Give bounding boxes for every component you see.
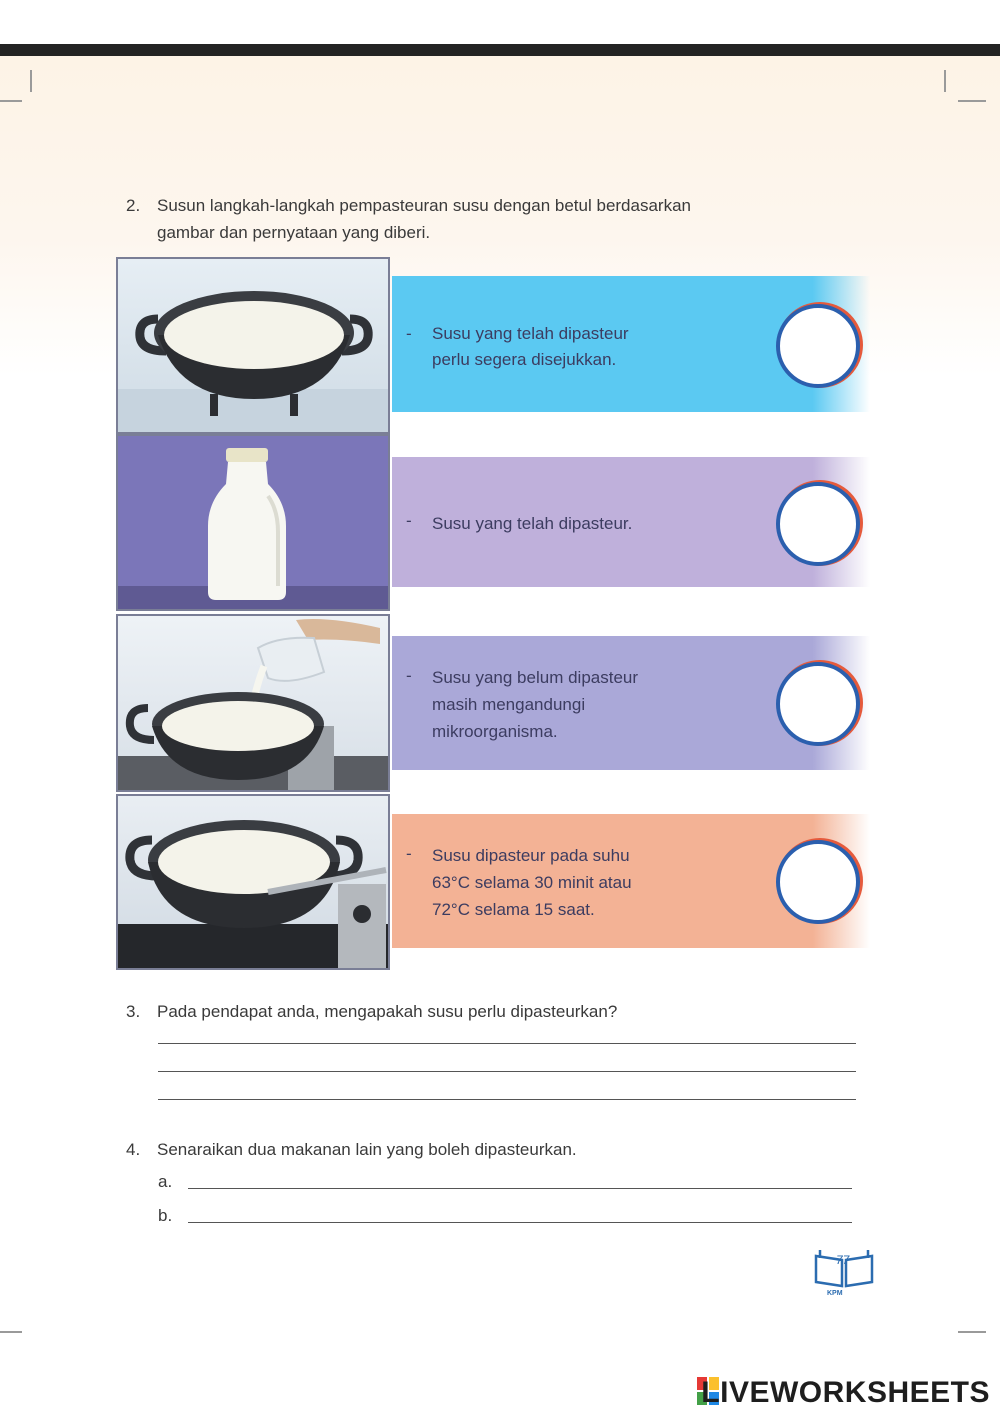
- question-2-text-line2: gambar dan pernyataan yang diberi.: [157, 223, 431, 242]
- crop-mark: [0, 1331, 22, 1333]
- question-4-text: Senaraikan dua makanan lain yang boleh dipasteurkan.: [157, 1140, 577, 1159]
- photo-milk-bottle: [116, 434, 390, 611]
- answer-label-b: b.: [158, 1206, 173, 1225]
- statement-4-line2: 63°C selama 30 minit atau: [432, 873, 632, 892]
- question-2-number: 2.: [126, 196, 141, 215]
- question-3-number: 3.: [126, 1002, 141, 1021]
- statement-4-line3: 72°C selama 15 saat.: [432, 900, 595, 919]
- answer-circle-2[interactable]: [776, 482, 860, 566]
- statement-dash: -: [406, 666, 412, 685]
- crop-mark: [958, 1331, 986, 1333]
- statement-dash: -: [406, 844, 412, 863]
- publisher-mark: KPM: [827, 1290, 843, 1297]
- photo-pot-of-milk: [116, 257, 390, 434]
- photo-stirring-milk: [116, 794, 390, 970]
- statement-3-line3: mikroorganisma.: [432, 722, 558, 741]
- answer-line-q3-2[interactable]: [158, 1071, 856, 1072]
- answer-line-q4-b[interactable]: [188, 1222, 852, 1223]
- answer-line-q3-1[interactable]: [158, 1043, 856, 1044]
- statement-dash: -: [406, 324, 412, 343]
- answer-label-a: a.: [158, 1172, 173, 1191]
- crop-mark: [30, 70, 32, 92]
- top-border-bar: [0, 44, 1000, 56]
- question-4-number: 4.: [126, 1140, 141, 1159]
- brand-name[interactable]: LIVEWORKSHEETS: [701, 1376, 990, 1409]
- statement-1-line1: Susu yang telah dipasteur: [432, 324, 629, 343]
- statement-3-line1: Susu yang belum dipasteur: [432, 668, 639, 687]
- answer-circle-4[interactable]: [776, 840, 860, 924]
- crop-mark: [958, 100, 986, 102]
- statement-3-line2: masih mengandungi: [432, 695, 586, 714]
- photo-pouring-milk: [116, 614, 390, 792]
- answer-circle-1[interactable]: [776, 304, 860, 388]
- question-3-text: Pada pendapat anda, mengapakah susu perlu dipasteurkan?: [157, 1002, 618, 1021]
- crop-mark: [0, 100, 22, 102]
- statement-dash: -: [406, 511, 412, 530]
- statement-4-line1: Susu dipasteur pada suhu: [432, 846, 630, 865]
- crop-mark: [944, 70, 946, 92]
- page-number: 77: [836, 1253, 850, 1267]
- statement-1-line2: perlu segera disejukkan.: [432, 350, 617, 369]
- answer-circle-3[interactable]: [776, 662, 860, 746]
- answer-line-q4-a[interactable]: [188, 1188, 852, 1189]
- question-2-text-line1: Susun langkah-langkah pempasteuran susu dengan betul berdasarkan: [157, 196, 691, 215]
- answer-line-q3-3[interactable]: [158, 1099, 856, 1100]
- statement-2-line1: Susu yang telah dipasteur.: [432, 514, 633, 533]
